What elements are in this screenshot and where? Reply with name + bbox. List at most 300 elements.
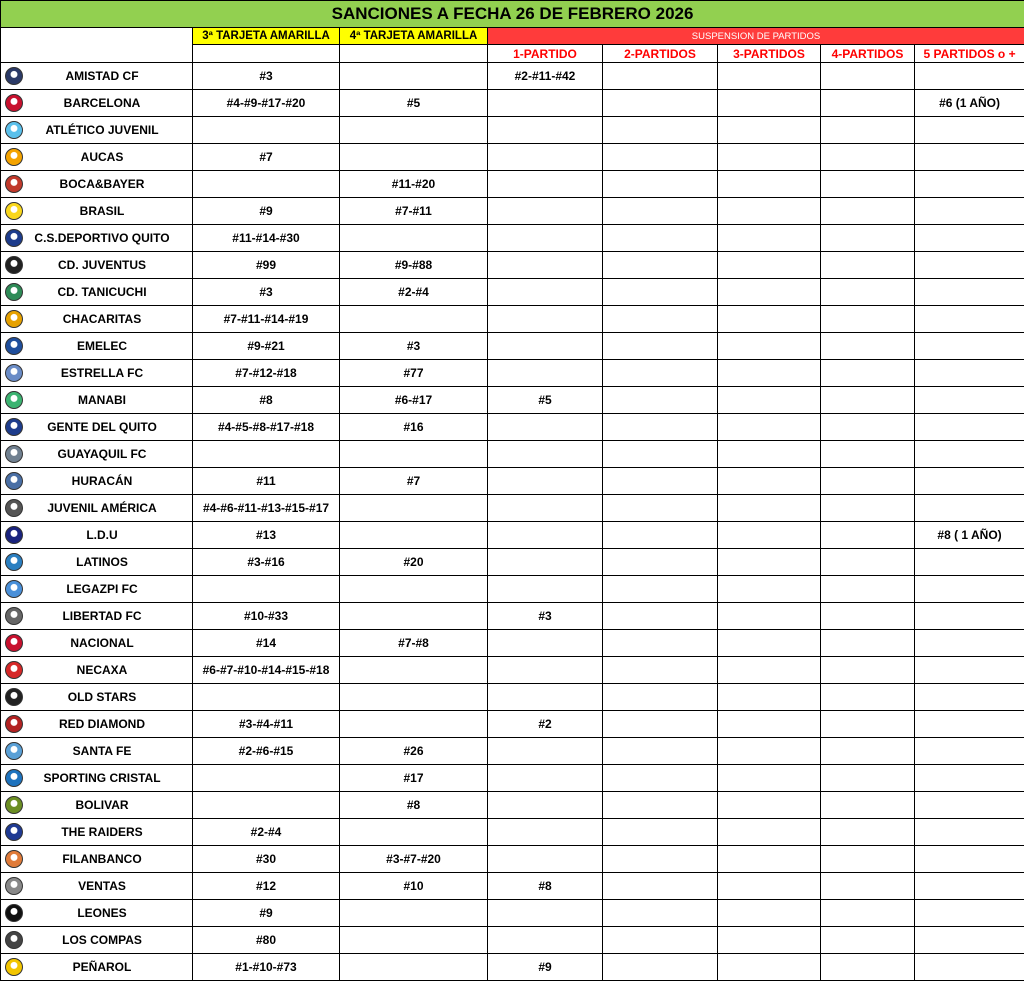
tarjeta-3-cell: #4-#6-#11-#13-#15-#17 <box>193 495 340 522</box>
partidos-2-cell <box>603 954 718 981</box>
partidos-2-cell <box>603 171 718 198</box>
partidos-3-cell <box>718 387 821 414</box>
partidos-3-cell <box>718 225 821 252</box>
tarjeta-4-cell <box>340 522 488 549</box>
table-row <box>1 90 1024 117</box>
team-logo-icon <box>5 445 23 463</box>
table-row <box>1 711 1024 738</box>
partidos-3-cell <box>718 954 821 981</box>
team-logo-icon <box>5 472 23 490</box>
partidos-2-cell <box>603 549 718 576</box>
team-name: ATLÉTICO JUVENIL <box>45 123 159 137</box>
team-cell <box>1 90 193 117</box>
team-name: AUCAS <box>80 150 124 164</box>
partidos-3-cell <box>718 198 821 225</box>
team-cell <box>1 225 193 252</box>
team-name: GUAYAQUIL FC <box>57 447 147 461</box>
tarjeta-4-cell: #11-#20 <box>340 171 488 198</box>
team-cell <box>1 684 193 711</box>
team-name: MANABI <box>78 393 126 407</box>
partido-1-cell <box>488 90 603 117</box>
partido-1-cell <box>488 441 603 468</box>
tarjeta-4-cell: #26 <box>340 738 488 765</box>
team-name: BOCA&BAYER <box>59 177 145 191</box>
partidos-3-cell <box>718 144 821 171</box>
partidos-3-cell <box>718 117 821 144</box>
team-cell <box>1 171 193 198</box>
team-logo-icon <box>5 364 23 382</box>
partido-1-cell <box>488 549 603 576</box>
partidos-5-cell <box>915 225 1024 252</box>
partidos-3-cell <box>718 522 821 549</box>
partidos-5-cell: #8 ( 1 AÑO) <box>915 522 1024 549</box>
partidos-5-cell <box>915 711 1024 738</box>
partidos-2-cell <box>603 873 718 900</box>
partidos-2-cell <box>603 819 718 846</box>
partidos-5-cell <box>915 279 1024 306</box>
partidos-2-cell <box>603 360 718 387</box>
tarjeta-3-cell: #7-#12-#18 <box>193 360 340 387</box>
team-logo-icon <box>5 823 23 841</box>
partidos-4-cell <box>821 927 915 954</box>
partido-1-cell <box>488 657 603 684</box>
partidos-4-cell <box>821 63 915 90</box>
partidos-2-cell <box>603 414 718 441</box>
team-cell <box>1 954 193 981</box>
tarjeta-4-cell: #8 <box>340 792 488 819</box>
team-cell <box>1 846 193 873</box>
team-logo-icon <box>5 877 23 895</box>
partidos-5-cell <box>915 306 1024 333</box>
team-name: BARCELONA <box>63 96 141 110</box>
partidos-5-cell <box>915 792 1024 819</box>
tarjeta-4-cell: #5 <box>340 90 488 117</box>
table-row <box>1 522 1024 549</box>
partidos-2-cell <box>603 279 718 306</box>
partido-1-cell <box>488 495 603 522</box>
tarjeta-3-cell: #7 <box>193 144 340 171</box>
partidos-4-cell <box>821 657 915 684</box>
tarjeta-3-cell: #12 <box>193 873 340 900</box>
table-row <box>1 900 1024 927</box>
team-header-blank <box>1 28 193 63</box>
team-name: BOLIVAR <box>75 798 129 812</box>
team-name: NECAXA <box>76 663 128 677</box>
tarjeta-3-cell: #3 <box>193 279 340 306</box>
team-logo-icon <box>5 202 23 220</box>
team-logo-icon <box>5 688 23 706</box>
tarjeta-4-cell <box>340 441 488 468</box>
team-logo-icon <box>5 904 23 922</box>
tarjeta-3-cell: #3-#4-#11 <box>193 711 340 738</box>
tarjeta-3-cell: #10-#33 <box>193 603 340 630</box>
team-name: CD. JUVENTUS <box>57 258 146 272</box>
tarjeta-4-cell <box>340 495 488 522</box>
partidos-4-cell <box>821 198 915 225</box>
partidos-3-cell <box>718 873 821 900</box>
tarjeta-3-cell: #7-#11-#14-#19 <box>193 306 340 333</box>
team-name: FILANBANCO <box>62 852 142 866</box>
tarjeta-4-cell: #20 <box>340 549 488 576</box>
partidos-3-cell <box>718 927 821 954</box>
team-logo-icon <box>5 121 23 139</box>
header-3-partidos: 3-PARTIDOS <box>718 45 821 63</box>
tarjeta-4-cell <box>340 576 488 603</box>
tarjeta-4-cell: #7-#11 <box>340 198 488 225</box>
team-cell <box>1 468 193 495</box>
partidos-3-cell <box>718 468 821 495</box>
partidos-5-cell <box>915 576 1024 603</box>
partidos-4-cell <box>821 900 915 927</box>
table-row <box>1 225 1024 252</box>
tarjeta-3-cell: #9 <box>193 900 340 927</box>
partido-1-cell <box>488 225 603 252</box>
partidos-5-cell <box>915 63 1024 90</box>
partidos-4-cell <box>821 90 915 117</box>
team-name: CHACARITAS <box>62 312 142 326</box>
partidos-4-cell <box>821 171 915 198</box>
partido-1-cell <box>488 738 603 765</box>
partidos-4-cell <box>821 306 915 333</box>
team-name: SPORTING CRISTAL <box>43 771 161 785</box>
tarjeta-3-cell: #3-#16 <box>193 549 340 576</box>
team-cell <box>1 306 193 333</box>
partido-1-cell <box>488 252 603 279</box>
partidos-4-cell <box>821 468 915 495</box>
partido-1-cell <box>488 522 603 549</box>
partidos-5-cell <box>915 657 1024 684</box>
tarjeta-4-cell <box>340 306 488 333</box>
team-name: L.D.U <box>86 528 118 542</box>
team-name: HURACÁN <box>71 474 133 488</box>
team-logo-icon <box>5 931 23 949</box>
tarjeta-4-cell <box>340 954 488 981</box>
partidos-4-cell <box>821 252 915 279</box>
header-blank-3 <box>193 45 340 63</box>
partidos-3-cell <box>718 684 821 711</box>
table-row <box>1 630 1024 657</box>
team-cell <box>1 711 193 738</box>
team-name: THE RAIDERS <box>61 825 143 839</box>
team-name: LEONES <box>77 906 127 920</box>
partido-1-cell <box>488 900 603 927</box>
partido-1-cell <box>488 630 603 657</box>
table-row <box>1 63 1024 90</box>
team-cell <box>1 927 193 954</box>
team-cell <box>1 333 193 360</box>
partido-1-cell <box>488 684 603 711</box>
team-logo-icon <box>5 958 23 976</box>
partidos-5-cell <box>915 819 1024 846</box>
partidos-4-cell <box>821 333 915 360</box>
team-cell <box>1 198 193 225</box>
tarjeta-3-cell: #4-#9-#17-#20 <box>193 90 340 117</box>
table-row <box>1 576 1024 603</box>
table-row <box>1 873 1024 900</box>
partidos-3-cell <box>718 765 821 792</box>
team-logo-icon <box>5 67 23 85</box>
page-title: SANCIONES A FECHA 26 DE FEBRERO 2026 <box>1 1 1024 28</box>
partidos-4-cell <box>821 414 915 441</box>
tarjeta-4-cell <box>340 684 488 711</box>
partidos-2-cell <box>603 387 718 414</box>
tarjeta-3-cell: #1-#10-#73 <box>193 954 340 981</box>
team-name: NACIONAL <box>70 636 134 650</box>
partido-1-cell <box>488 846 603 873</box>
table-row <box>1 738 1024 765</box>
partidos-3-cell <box>718 171 821 198</box>
partidos-2-cell <box>603 90 718 117</box>
partidos-2-cell <box>603 576 718 603</box>
team-cell <box>1 549 193 576</box>
tarjeta-3-cell: #2-#4 <box>193 819 340 846</box>
partido-1-cell: #9 <box>488 954 603 981</box>
team-cell <box>1 900 193 927</box>
team-name: CD. TANICUCHI <box>57 285 147 299</box>
team-cell <box>1 603 193 630</box>
tarjeta-4-cell <box>340 819 488 846</box>
partidos-5-cell <box>915 927 1024 954</box>
partidos-4-cell <box>821 711 915 738</box>
header-tarjeta-4: 4ª TARJETA AMARILLA <box>340 28 488 45</box>
partidos-4-cell <box>821 684 915 711</box>
team-name: PEÑAROL <box>72 960 132 974</box>
partidos-2-cell <box>603 900 718 927</box>
tarjeta-3-cell: #9 <box>193 198 340 225</box>
tarjeta-3-cell: #4-#5-#8-#17-#18 <box>193 414 340 441</box>
team-logo-icon <box>5 391 23 409</box>
table-row <box>1 495 1024 522</box>
tarjeta-4-cell: #9-#88 <box>340 252 488 279</box>
team-cell <box>1 630 193 657</box>
partido-1-cell <box>488 360 603 387</box>
table-row <box>1 171 1024 198</box>
partidos-5-cell <box>915 117 1024 144</box>
partidos-2-cell <box>603 765 718 792</box>
header-suspension: SUSPENSION DE PARTIDOS <box>488 28 1024 45</box>
partidos-5-cell <box>915 846 1024 873</box>
partidos-3-cell <box>718 792 821 819</box>
partidos-4-cell <box>821 387 915 414</box>
tarjeta-3-cell: #11-#14-#30 <box>193 225 340 252</box>
tarjeta-3-cell: #8 <box>193 387 340 414</box>
partidos-3-cell <box>718 711 821 738</box>
header-tarjeta-3: 3ª TARJETA AMARILLA <box>193 28 340 45</box>
team-logo-icon <box>5 310 23 328</box>
partidos-3-cell <box>718 630 821 657</box>
partidos-4-cell <box>821 630 915 657</box>
table-row <box>1 306 1024 333</box>
table-row <box>1 927 1024 954</box>
partidos-3-cell <box>718 252 821 279</box>
team-cell <box>1 63 193 90</box>
partidos-5-cell <box>915 144 1024 171</box>
partidos-3-cell <box>718 819 821 846</box>
partido-1-cell: #2-#11-#42 <box>488 63 603 90</box>
team-logo-icon <box>5 148 23 166</box>
partidos-2-cell <box>603 684 718 711</box>
partido-1-cell <box>488 576 603 603</box>
partidos-5-cell <box>915 954 1024 981</box>
tarjeta-4-cell: #3 <box>340 333 488 360</box>
team-logo-icon <box>5 499 23 517</box>
partidos-2-cell <box>603 441 718 468</box>
tarjeta-4-cell: #16 <box>340 414 488 441</box>
tarjeta-3-cell: #30 <box>193 846 340 873</box>
tarjeta-4-cell: #7 <box>340 468 488 495</box>
team-cell <box>1 360 193 387</box>
partidos-5-cell <box>915 333 1024 360</box>
table-row <box>1 792 1024 819</box>
tarjeta-4-cell <box>340 117 488 144</box>
team-cell <box>1 819 193 846</box>
team-logo-icon <box>5 283 23 301</box>
team-name: SANTA FE <box>72 744 132 758</box>
team-logo-icon <box>5 418 23 436</box>
partidos-3-cell <box>718 738 821 765</box>
team-logo-icon <box>5 256 23 274</box>
partidos-3-cell <box>718 900 821 927</box>
tarjeta-4-cell: #3-#7-#20 <box>340 846 488 873</box>
partidos-2-cell <box>603 333 718 360</box>
table-row <box>1 360 1024 387</box>
table-row <box>1 954 1024 981</box>
partido-1-cell: #2 <box>488 711 603 738</box>
table-row <box>1 846 1024 873</box>
partidos-2-cell <box>603 792 718 819</box>
partidos-2-cell <box>603 711 718 738</box>
partido-1-cell <box>488 117 603 144</box>
team-cell <box>1 657 193 684</box>
tarjeta-3-cell: #11 <box>193 468 340 495</box>
tarjeta-4-cell: #17 <box>340 765 488 792</box>
partido-1-cell <box>488 414 603 441</box>
team-logo-icon <box>5 796 23 814</box>
tarjeta-4-cell <box>340 225 488 252</box>
team-cell <box>1 576 193 603</box>
header-blank-4 <box>340 45 488 63</box>
partidos-3-cell <box>718 414 821 441</box>
tarjeta-3-cell: #3 <box>193 63 340 90</box>
partido-1-cell <box>488 792 603 819</box>
tarjeta-4-cell: #10 <box>340 873 488 900</box>
partidos-2-cell <box>603 468 718 495</box>
partidos-4-cell <box>821 360 915 387</box>
team-cell <box>1 522 193 549</box>
table-row <box>1 765 1024 792</box>
partidos-2-cell <box>603 522 718 549</box>
partidos-2-cell <box>603 738 718 765</box>
tarjeta-4-cell <box>340 927 488 954</box>
partidos-5-cell <box>915 873 1024 900</box>
tarjeta-3-cell: #13 <box>193 522 340 549</box>
partidos-2-cell <box>603 225 718 252</box>
partidos-4-cell <box>821 441 915 468</box>
partidos-3-cell <box>718 306 821 333</box>
partidos-2-cell <box>603 630 718 657</box>
partidos-3-cell <box>718 846 821 873</box>
team-name: LEGAZPI FC <box>66 582 138 596</box>
team-cell <box>1 252 193 279</box>
partidos-2-cell <box>603 846 718 873</box>
partidos-2-cell <box>603 144 718 171</box>
tarjeta-3-cell <box>193 765 340 792</box>
partidos-3-cell <box>718 441 821 468</box>
team-name: LATINOS <box>76 555 128 569</box>
partido-1-cell <box>488 765 603 792</box>
team-logo-icon <box>5 580 23 598</box>
team-cell <box>1 738 193 765</box>
table-row <box>1 252 1024 279</box>
tarjeta-3-cell <box>193 171 340 198</box>
partidos-2-cell <box>603 252 718 279</box>
tarjeta-3-cell <box>193 792 340 819</box>
team-name: GENTE DEL QUITO <box>47 420 157 434</box>
team-cell <box>1 441 193 468</box>
team-logo-icon <box>5 742 23 760</box>
team-name: LOS COMPAS <box>62 933 142 947</box>
partidos-4-cell <box>821 225 915 252</box>
partido-1-cell: #3 <box>488 603 603 630</box>
partidos-5-cell <box>915 441 1024 468</box>
tarjeta-4-cell <box>340 144 488 171</box>
partidos-2-cell <box>603 63 718 90</box>
partidos-4-cell <box>821 144 915 171</box>
partidos-5-cell: #6 (1 AÑO) <box>915 90 1024 117</box>
team-logo-icon <box>5 229 23 247</box>
partido-1-cell <box>488 279 603 306</box>
partidos-2-cell <box>603 198 718 225</box>
partidos-4-cell <box>821 603 915 630</box>
table-row <box>1 657 1024 684</box>
tarjeta-4-cell <box>340 900 488 927</box>
tarjeta-3-cell: #9-#21 <box>193 333 340 360</box>
tarjeta-3-cell: #99 <box>193 252 340 279</box>
table-row <box>1 468 1024 495</box>
table-row <box>1 441 1024 468</box>
partidos-4-cell <box>821 738 915 765</box>
partidos-4-cell <box>821 765 915 792</box>
team-name: RED DIAMOND <box>59 717 145 731</box>
team-logo-icon <box>5 715 23 733</box>
partidos-2-cell <box>603 495 718 522</box>
partidos-3-cell <box>718 279 821 306</box>
partidos-3-cell <box>718 360 821 387</box>
team-cell <box>1 873 193 900</box>
team-name: ESTRELLA FC <box>60 366 144 380</box>
partidos-4-cell <box>821 279 915 306</box>
partidos-5-cell <box>915 198 1024 225</box>
partidos-5-cell <box>915 468 1024 495</box>
tarjeta-3-cell: #6-#7-#10-#14-#15-#18 <box>193 657 340 684</box>
table-row <box>1 414 1024 441</box>
partido-1-cell <box>488 819 603 846</box>
table-row <box>1 279 1024 306</box>
partidos-5-cell <box>915 171 1024 198</box>
tarjeta-4-cell <box>340 657 488 684</box>
tarjeta-3-cell <box>193 576 340 603</box>
partidos-5-cell <box>915 252 1024 279</box>
team-name: OLD STARS <box>67 690 137 704</box>
tarjeta-3-cell <box>193 684 340 711</box>
header-2-partidos: 2-PARTIDOS <box>603 45 718 63</box>
partidos-2-cell <box>603 927 718 954</box>
partidos-3-cell <box>718 576 821 603</box>
tarjeta-4-cell: #6-#17 <box>340 387 488 414</box>
partido-1-cell <box>488 468 603 495</box>
team-name: C.S.DEPORTIVO QUITO <box>34 231 170 245</box>
partidos-5-cell <box>915 603 1024 630</box>
